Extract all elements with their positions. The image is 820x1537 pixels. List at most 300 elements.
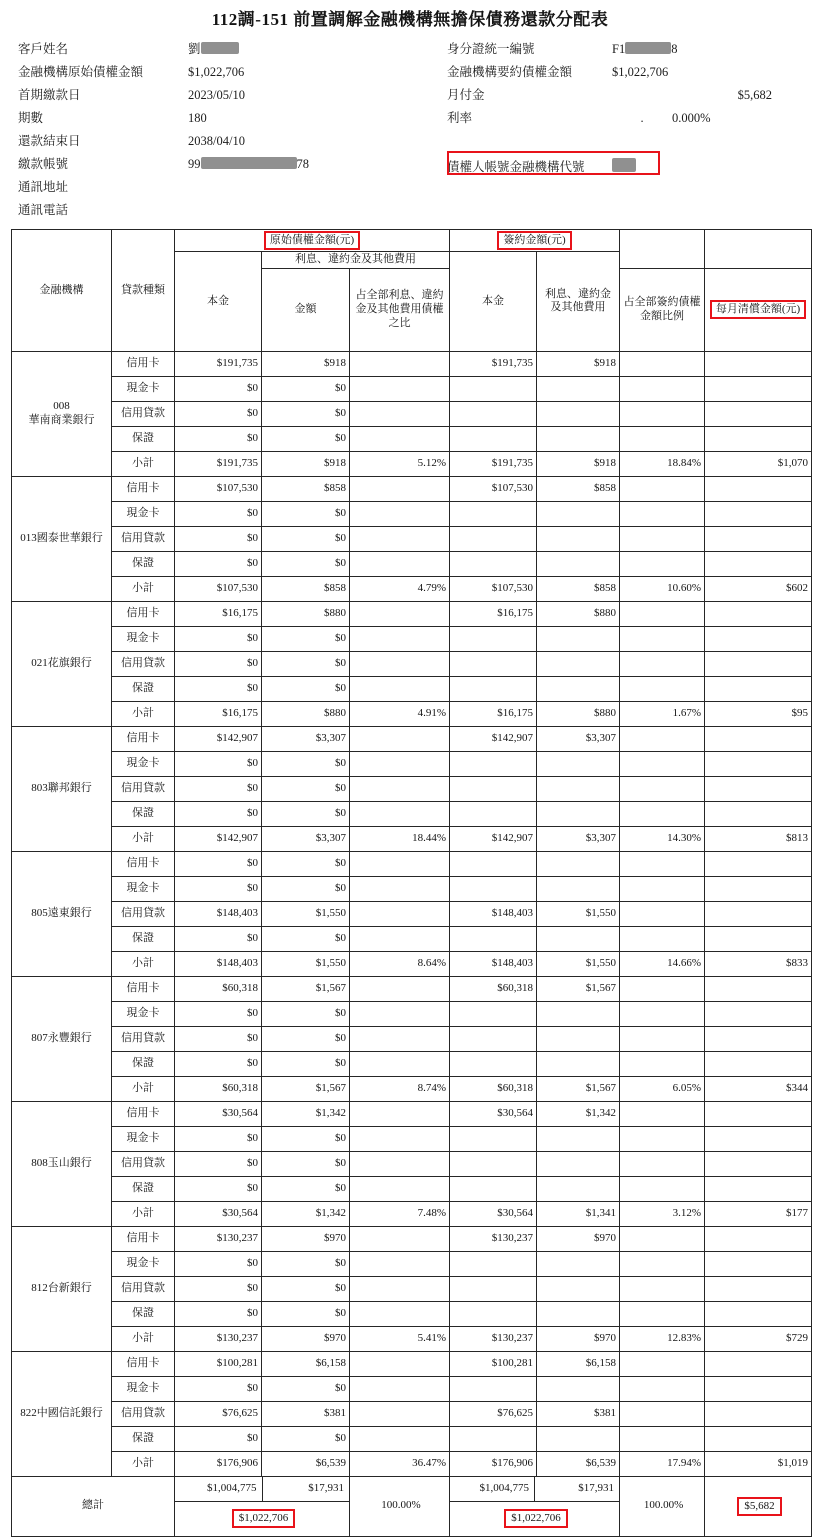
spacer-row: [447, 130, 807, 156]
orig-principal-cell: $0: [175, 1426, 262, 1451]
field-offered-claim-amount: [447, 61, 807, 84]
monthly-cell: [705, 776, 812, 801]
monthly-cell: [705, 1351, 812, 1376]
signed-ratio-cell: [620, 1001, 705, 1026]
orig-principal-cell: $0: [175, 801, 262, 826]
table-row: [12, 701, 812, 726]
signed-interest-cell: [537, 401, 620, 426]
signed-interest-cell: $880: [537, 701, 620, 726]
monthly-cell: [705, 601, 812, 626]
table-row: [12, 1351, 812, 1376]
signed-principal-cell: [450, 1026, 537, 1051]
field-label: 身分證統一編號: [447, 42, 535, 56]
signed-interest-cell: [537, 676, 620, 701]
table-row: [12, 401, 812, 426]
orig-ratio-cell: 4.91%: [350, 701, 450, 726]
monthly-cell: [705, 351, 812, 376]
table-row: [12, 426, 812, 451]
table-row: [12, 1176, 812, 1201]
orig-ratio-cell: 8.74%: [350, 1076, 450, 1101]
bank-name-cell: 805遠東銀行: [12, 851, 112, 976]
signed-interest-cell: $918: [537, 351, 620, 376]
total-orig-ratio: 100.00%: [350, 1476, 450, 1536]
signed-principal-cell: [450, 1251, 537, 1276]
table-row: [12, 1076, 812, 1101]
monthly-cell: [705, 1426, 812, 1451]
meta-column-right: [447, 38, 807, 179]
signed-ratio-cell: [620, 1276, 705, 1301]
signed-principal-cell: [450, 1276, 537, 1301]
field-separator-dot: .: [640, 111, 644, 125]
orig-interest-cell: $0: [262, 1376, 350, 1401]
col-header-ratio-signed: 占全部簽約債權金額比例: [620, 268, 705, 351]
monthly-cell: [705, 926, 812, 951]
signed-interest-cell: $880: [537, 601, 620, 626]
monthly-cell: [705, 626, 812, 651]
table-row: [12, 1401, 812, 1426]
orig-ratio-cell: [350, 1301, 450, 1326]
loan-kind-cell: 信用貸款: [112, 776, 175, 801]
orig-ratio-cell: [350, 501, 450, 526]
orig-interest-cell: $858: [262, 476, 350, 501]
orig-ratio-cell: [350, 1376, 450, 1401]
orig-ratio-cell: [350, 601, 450, 626]
signed-principal-cell: [450, 1176, 537, 1201]
field-label: 繳款帳號: [18, 157, 69, 171]
table-row: [12, 876, 812, 901]
monthly-cell: $344: [705, 1076, 812, 1101]
signed-principal-cell: $60,318: [450, 1076, 537, 1101]
table-row: [12, 1201, 812, 1226]
orig-interest-cell: $0: [262, 1301, 350, 1326]
orig-interest-cell: $1,550: [262, 951, 350, 976]
signed-interest-cell: $381: [537, 1401, 620, 1426]
orig-interest-cell: $1,342: [262, 1201, 350, 1226]
col-header-signed-group: [450, 230, 620, 252]
signed-principal-cell: [450, 626, 537, 651]
orig-principal-cell: $0: [175, 1026, 262, 1051]
signed-ratio-cell: 6.05%: [620, 1076, 705, 1101]
loan-kind-cell: 小計: [112, 576, 175, 601]
orig-principal-cell: $0: [175, 1051, 262, 1076]
loan-kind-cell: 小計: [112, 1076, 175, 1101]
orig-interest-cell: $1,342: [262, 1101, 350, 1126]
orig-interest-cell: $0: [262, 876, 350, 901]
loan-kind-cell: 保證: [112, 801, 175, 826]
orig-interest-cell: $970: [262, 1226, 350, 1251]
signed-interest-cell: [537, 776, 620, 801]
monthly-cell: [705, 526, 812, 551]
signed-interest-cell: [537, 1001, 620, 1026]
col-header-signed-group-label: 簽約金額(元): [497, 231, 571, 250]
signed-interest-cell: [537, 1301, 620, 1326]
signed-principal-cell: [450, 501, 537, 526]
signed-interest-cell: [537, 926, 620, 951]
orig-interest-cell: $918: [262, 451, 350, 476]
loan-kind-cell: 信用貸款: [112, 1276, 175, 1301]
field-creditor-bank-code: [447, 156, 807, 179]
orig-principal-cell: $130,237: [175, 1326, 262, 1351]
bank-name-cell: 822中國信託銀行: [12, 1351, 112, 1476]
orig-principal-cell: $176,906: [175, 1451, 262, 1476]
signed-ratio-cell: [620, 676, 705, 701]
orig-ratio-cell: [350, 651, 450, 676]
loan-kind-cell: 小計: [112, 1451, 175, 1476]
orig-ratio-cell: [350, 1001, 450, 1026]
orig-principal-cell: $0: [175, 501, 262, 526]
total-signed-ratio: 100.00%: [620, 1476, 705, 1536]
signed-ratio-cell: [620, 1026, 705, 1051]
bank-name-cell: 812台新銀行: [12, 1226, 112, 1351]
orig-interest-cell: $0: [262, 401, 350, 426]
signed-interest-cell: [537, 1026, 620, 1051]
monthly-cell: $602: [705, 576, 812, 601]
loan-kind-cell: 信用貸款: [112, 651, 175, 676]
signed-ratio-cell: [620, 801, 705, 826]
signed-ratio-cell: 1.67%: [620, 701, 705, 726]
signed-principal-cell: $176,906: [450, 1451, 537, 1476]
loan-kind-cell: 保證: [112, 1176, 175, 1201]
loan-kind-cell: 信用貸款: [112, 1151, 175, 1176]
orig-principal-cell: $0: [175, 551, 262, 576]
orig-ratio-cell: [350, 1126, 450, 1151]
col-header-amount: 金額: [262, 268, 350, 351]
col-header-spacer: [620, 230, 705, 269]
orig-principal-cell: $0: [175, 426, 262, 451]
total-signed-interest: $17,931: [535, 1477, 620, 1502]
signed-ratio-cell: [620, 1226, 705, 1251]
field-interest-rate: [447, 107, 807, 130]
orig-principal-cell: $191,735: [175, 451, 262, 476]
orig-ratio-cell: [350, 626, 450, 651]
signed-ratio-cell: [620, 376, 705, 401]
field-value-suffix: 8: [671, 42, 678, 56]
signed-ratio-cell: [620, 426, 705, 451]
orig-ratio-cell: 4.79%: [350, 576, 450, 601]
signed-principal-cell: $130,237: [450, 1226, 537, 1251]
signed-ratio-cell: 14.30%: [620, 826, 705, 851]
monthly-cell: [705, 376, 812, 401]
signed-interest-cell: [537, 851, 620, 876]
orig-principal-cell: $30,564: [175, 1101, 262, 1126]
loan-kind-cell: 現金卡: [112, 626, 175, 651]
monthly-cell: [705, 851, 812, 876]
loan-kind-cell: 信用貸款: [112, 401, 175, 426]
col-header-signed-interest: 利息、違約金及其他費用: [537, 252, 620, 352]
orig-principal-cell: $0: [175, 1301, 262, 1326]
monthly-cell: [705, 876, 812, 901]
orig-principal-cell: $16,175: [175, 601, 262, 626]
orig-interest-cell: $0: [262, 1176, 350, 1201]
col-header-signed-principal: 本金: [450, 252, 537, 352]
orig-principal-cell: $0: [175, 1151, 262, 1176]
signed-ratio-cell: [620, 626, 705, 651]
orig-interest-cell: $0: [262, 676, 350, 701]
redaction-block: [201, 42, 239, 54]
table-row: [12, 676, 812, 701]
orig-interest-cell: $858: [262, 576, 350, 601]
signed-principal-cell: [450, 426, 537, 451]
signed-principal-cell: $142,907: [450, 826, 537, 851]
orig-interest-cell: $0: [262, 751, 350, 776]
signed-interest-cell: $3,307: [537, 826, 620, 851]
table-row: [12, 1276, 812, 1301]
table-row: [12, 901, 812, 926]
signed-ratio-cell: [620, 1151, 705, 1176]
signed-principal-cell: [450, 751, 537, 776]
signed-interest-cell: [537, 501, 620, 526]
orig-ratio-cell: [350, 901, 450, 926]
signed-ratio-cell: 12.83%: [620, 1326, 705, 1351]
table-row: [12, 576, 812, 601]
orig-principal-cell: $60,318: [175, 976, 262, 1001]
orig-ratio-cell: [350, 926, 450, 951]
orig-interest-cell: $0: [262, 1001, 350, 1026]
signed-interest-cell: $1,341: [537, 1201, 620, 1226]
loan-kind-cell: 信用卡: [112, 851, 175, 876]
field-value: F1: [612, 42, 626, 56]
monthly-cell: [705, 401, 812, 426]
signed-principal-cell: $130,237: [450, 1326, 537, 1351]
field-value: $1,022,706: [612, 65, 669, 79]
signed-ratio-cell: 17.94%: [620, 1451, 705, 1476]
signed-principal-cell: $60,318: [450, 976, 537, 1001]
orig-interest-cell: $0: [262, 851, 350, 876]
field-value: 180: [188, 111, 207, 125]
orig-principal-cell: $0: [175, 1251, 262, 1276]
signed-ratio-cell: 3.12%: [620, 1201, 705, 1226]
field-value: 2023/05/10: [188, 88, 245, 102]
signed-principal-cell: [450, 1301, 537, 1326]
field-label: 金融機構原始債權金額: [18, 65, 144, 79]
signed-interest-cell: [537, 876, 620, 901]
orig-interest-cell: $0: [262, 1276, 350, 1301]
signed-ratio-cell: [620, 1351, 705, 1376]
signed-ratio-cell: [620, 1251, 705, 1276]
table-row: [12, 376, 812, 401]
table-body: [12, 351, 812, 1536]
page-title: 112調-151 前置調解金融機構無擔保債務還款分配表: [211, 10, 609, 29]
field-monthly-payment: [447, 84, 807, 107]
orig-interest-cell: $0: [262, 426, 350, 451]
signed-interest-cell: [537, 1251, 620, 1276]
monthly-cell: [705, 1376, 812, 1401]
col-header-monthly-spacer: [705, 230, 812, 269]
signed-interest-cell: $1,550: [537, 901, 620, 926]
orig-ratio-cell: [350, 1101, 450, 1126]
signed-interest-cell: [537, 376, 620, 401]
monthly-cell: [705, 751, 812, 776]
orig-principal-cell: $142,907: [175, 726, 262, 751]
orig-interest-cell: $0: [262, 1126, 350, 1151]
signed-ratio-cell: [620, 1376, 705, 1401]
table-row: [12, 476, 812, 501]
signed-principal-cell: [450, 401, 537, 426]
bank-name-cell: 808玉山銀行: [12, 1101, 112, 1226]
table-row: [12, 1051, 812, 1076]
orig-principal-cell: $0: [175, 1126, 262, 1151]
loan-kind-cell: 信用卡: [112, 351, 175, 376]
field-original-claim-amount: [18, 61, 438, 84]
signed-interest-cell: $1,567: [537, 1076, 620, 1101]
total-row: [12, 1476, 812, 1536]
table-row: [12, 1326, 812, 1351]
signed-interest-cell: [537, 551, 620, 576]
orig-interest-cell: $0: [262, 1051, 350, 1076]
signed-principal-cell: $30,564: [450, 1201, 537, 1226]
orig-principal-cell: $130,237: [175, 1226, 262, 1251]
bank-name-cell: 807永豐銀行: [12, 976, 112, 1101]
orig-interest-cell: $0: [262, 1026, 350, 1051]
monthly-cell: [705, 426, 812, 451]
signed-ratio-cell: [620, 501, 705, 526]
signed-principal-cell: [450, 876, 537, 901]
signed-ratio-cell: [620, 1101, 705, 1126]
loan-kind-cell: 小計: [112, 826, 175, 851]
total-orig-principal: $1,004,775: [175, 1477, 262, 1502]
header-row-1: [12, 230, 812, 252]
loan-kind-cell: 小計: [112, 451, 175, 476]
orig-interest-cell: $1,567: [262, 976, 350, 1001]
orig-interest-cell: $1,567: [262, 1076, 350, 1101]
signed-ratio-cell: [620, 1126, 705, 1151]
table-row: [12, 976, 812, 1001]
total-signed-split-cell: [450, 1476, 620, 1536]
signed-ratio-cell: [620, 851, 705, 876]
redaction-block: [625, 42, 671, 54]
orig-ratio-cell: [350, 1176, 450, 1201]
signed-principal-cell: $191,735: [450, 451, 537, 476]
orig-interest-cell: $3,307: [262, 826, 350, 851]
signed-principal-cell: $30,564: [450, 1101, 537, 1126]
table-row: [12, 501, 812, 526]
monthly-cell: [705, 976, 812, 1001]
table-row: [12, 1376, 812, 1401]
col-header-monthly-label: 每月清償金額(元): [710, 300, 806, 319]
signed-ratio-cell: [620, 601, 705, 626]
signed-ratio-cell: [620, 901, 705, 926]
orig-ratio-cell: [350, 376, 450, 401]
orig-interest-cell: $0: [262, 801, 350, 826]
signed-ratio-cell: [620, 651, 705, 676]
orig-principal-cell: $148,403: [175, 951, 262, 976]
signed-interest-cell: $6,539: [537, 1451, 620, 1476]
signed-interest-cell: [537, 1126, 620, 1151]
table-row: [12, 1101, 812, 1126]
orig-interest-cell: $381: [262, 1401, 350, 1426]
orig-interest-cell: $0: [262, 1151, 350, 1176]
loan-kind-cell: 信用卡: [112, 1351, 175, 1376]
bank-name-cell: 013國泰世華銀行: [12, 476, 112, 601]
loan-kind-cell: 現金卡: [112, 876, 175, 901]
total-original-split-cell: [175, 1476, 350, 1536]
table-row: [12, 726, 812, 751]
table-row: [12, 651, 812, 676]
table-row: [12, 626, 812, 651]
signed-principal-cell: [450, 1051, 537, 1076]
signed-principal-cell: [450, 526, 537, 551]
signed-principal-cell: [450, 551, 537, 576]
orig-interest-cell: $970: [262, 1326, 350, 1351]
monthly-cell: [705, 551, 812, 576]
signed-interest-cell: [537, 626, 620, 651]
signed-principal-cell: $107,530: [450, 476, 537, 501]
bank-name-cell: 008 華南商業銀行: [12, 351, 112, 476]
signed-interest-cell: $1,342: [537, 1101, 620, 1126]
monthly-cell: [705, 1276, 812, 1301]
table-row: [12, 751, 812, 776]
orig-principal-cell: $30,564: [175, 1201, 262, 1226]
orig-ratio-cell: [350, 801, 450, 826]
orig-ratio-cell: [350, 676, 450, 701]
field-value: $1,022,706: [188, 65, 245, 79]
field-mailing-address: [18, 176, 438, 199]
table-row: [12, 1026, 812, 1051]
orig-ratio-cell: [350, 1251, 450, 1276]
orig-interest-cell: $1,550: [262, 901, 350, 926]
orig-ratio-cell: [350, 1026, 450, 1051]
monthly-cell: [705, 901, 812, 926]
orig-ratio-cell: 8.64%: [350, 951, 450, 976]
orig-principal-cell: $0: [175, 526, 262, 551]
signed-principal-cell: $148,403: [450, 901, 537, 926]
signed-principal-cell: $76,625: [450, 1401, 537, 1426]
orig-principal-cell: $0: [175, 651, 262, 676]
signed-interest-cell: [537, 751, 620, 776]
table-row: [12, 951, 812, 976]
signed-interest-cell: [537, 801, 620, 826]
table-row: [12, 1251, 812, 1276]
table-row: [12, 1301, 812, 1326]
orig-interest-cell: $6,158: [262, 1351, 350, 1376]
total-orig-interest: $17,931: [262, 1477, 349, 1502]
table-row: [12, 351, 812, 376]
monthly-cell: [705, 1051, 812, 1076]
total-signed-principal: $1,004,775: [450, 1477, 535, 1502]
signed-interest-cell: $1,550: [537, 951, 620, 976]
field-first-payment-date: [18, 84, 438, 107]
table-head: [12, 230, 812, 352]
table-row: [12, 551, 812, 576]
signed-ratio-cell: [620, 751, 705, 776]
loan-kind-cell: 保證: [112, 926, 175, 951]
orig-ratio-cell: [350, 351, 450, 376]
orig-interest-cell: $0: [262, 926, 350, 951]
col-header-ratio-original: 占全部利息、違約金及其他費用債權之比: [350, 268, 450, 351]
signed-principal-cell: $16,175: [450, 601, 537, 626]
loan-kind-cell: 現金卡: [112, 1126, 175, 1151]
loan-kind-cell: 信用卡: [112, 726, 175, 751]
col-header-original-group: [175, 230, 450, 252]
signed-ratio-cell: 10.60%: [620, 576, 705, 601]
total-monthly: $5,682: [705, 1476, 812, 1536]
signed-principal-cell: $107,530: [450, 576, 537, 601]
monthly-cell: $95: [705, 701, 812, 726]
col-header-interest-group: 利息、違約金及其他費用: [262, 252, 450, 269]
signed-principal-cell: [450, 1426, 537, 1451]
orig-ratio-cell: [350, 1351, 450, 1376]
table-row: [12, 926, 812, 951]
loan-kind-cell: 信用卡: [112, 476, 175, 501]
orig-ratio-cell: [350, 976, 450, 1001]
orig-principal-cell: $0: [175, 751, 262, 776]
loan-kind-cell: 小計: [112, 701, 175, 726]
field-label: 金融機構要約債權金額: [447, 65, 573, 79]
orig-principal-cell: $148,403: [175, 901, 262, 926]
field-label: 通訊電話: [18, 203, 69, 217]
loan-kind-cell: 保證: [112, 1301, 175, 1326]
signed-principal-cell: [450, 1126, 537, 1151]
